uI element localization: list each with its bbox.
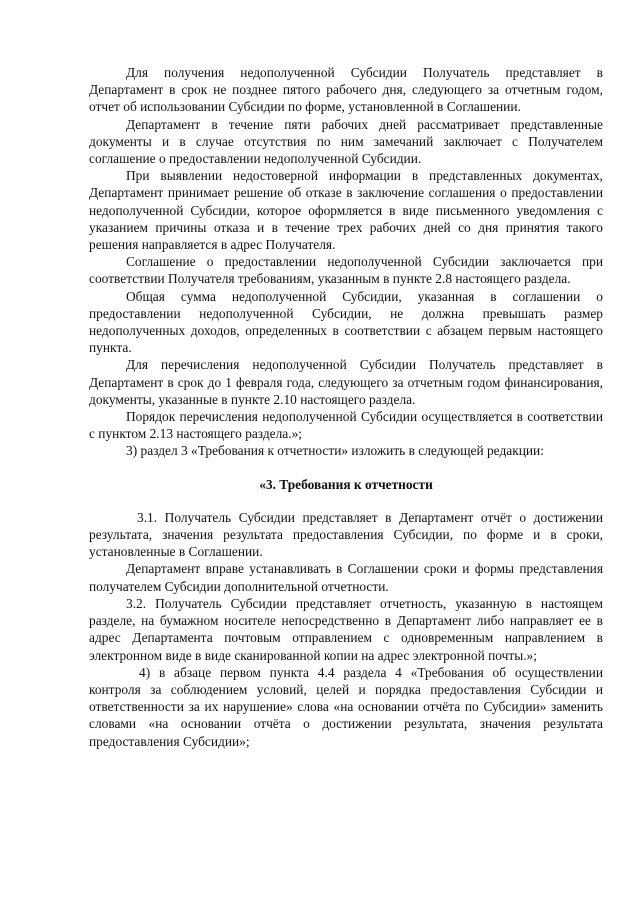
paragraph-total-amount: Общая сумма недополученной Субсидии, указанная в соглашении о предоставлении недополученной Субсидии, не должна превышать размер недополученных доходов, определенных в соответствии с абзацем первым настоящего пункта. bbox=[89, 288, 603, 356]
paragraph-section-3-amendment: 3) раздел 3 «Требования к отчетности» изложить в следующей редакции: bbox=[126, 443, 544, 459]
paragraph-transfer-order: Порядок перечисления недополученной Субсидии осуществляется в соответствии с пунктом 2.13 настоящего раздела.»; bbox=[89, 409, 603, 442]
paragraph-report-submission: Для получения недополученной Субсидии Получатель представляет в Департамент в срок не позднее пятого рабочего дня, следующего за отчетным годом, отчет об использовании Субсидии по форме, установленной в Соглашении. bbox=[89, 65, 603, 115]
paragraph-review-period: Департамент в течение пяти рабочих дней рассматривает представленные документы и в случае отсутствия по ним замечаний заключает с Получателем соглашение о предоставлении недополученной Субсидии. bbox=[89, 116, 603, 167]
paragraph-transfer-documents: Для перечисления недополученной Субсидии Получатель представляет в Департамент в срок до 1 февраля года, следующего за отчетным годом финансирования, документы, указанные в пункте 2.10 настоящего раздела. bbox=[89, 357, 603, 407]
document-page bbox=[89, 64, 603, 750]
paragraph-3-2: 3.2. Получатель Субсидии представляет отчетность, указанную в настоящем разделе, на бумажном носителе непосредственно в Департамент либо направляет ее в адрес Департамента почтовым отправлением с одновременным направлением в электронном виде в виде сканированной копии на адрес электронной почты.»; bbox=[89, 595, 603, 663]
paragraph-additional-reporting: Департамент вправе устанавливать в Соглашении сроки и формы представления получателем Субсидии дополнительной отчетности. bbox=[89, 561, 603, 594]
section-heading: «3. Требования к отчетности bbox=[259, 476, 433, 492]
paragraph-section-4-amendment: 4) в абзаце первом пункта 4.4 раздела 4 «Требования об осуществлении контроля за соблюдением условий, целей и порядка предоставления Субсидии и ответственности за их нарушение» слова «на основании отчёта по Субсидии» заменить словами «на основании отчёта о достижении результата, значения результата предоставления Субсидии»; bbox=[89, 664, 603, 749]
paragraph-refusal: При выявлении недостоверной информации в представленных документах, Департамент принимает решение об отказе в заключение соглашения о предоставлении недополученной Субсидии, которое оформляется в виде письменного уведомления с указанием причины отказа и в течение трех рабочих дней со дня принятия такого решения направляется в адрес Получателя. bbox=[89, 168, 603, 253]
paragraph-agreement-conclusion: Соглашение о предоставлении недополученной Субсидии заключается при соответствии Получателя требованиям, указанным в пункте 2.8 настоящего раздела. bbox=[89, 254, 603, 287]
paragraph-3-1: 3.1. Получатель Субсидии представляет в Департамент отчёт о достижении результата, значения результата предоставления Субсидии, по форме и в сроки, установленные в Соглашении. bbox=[89, 509, 603, 560]
